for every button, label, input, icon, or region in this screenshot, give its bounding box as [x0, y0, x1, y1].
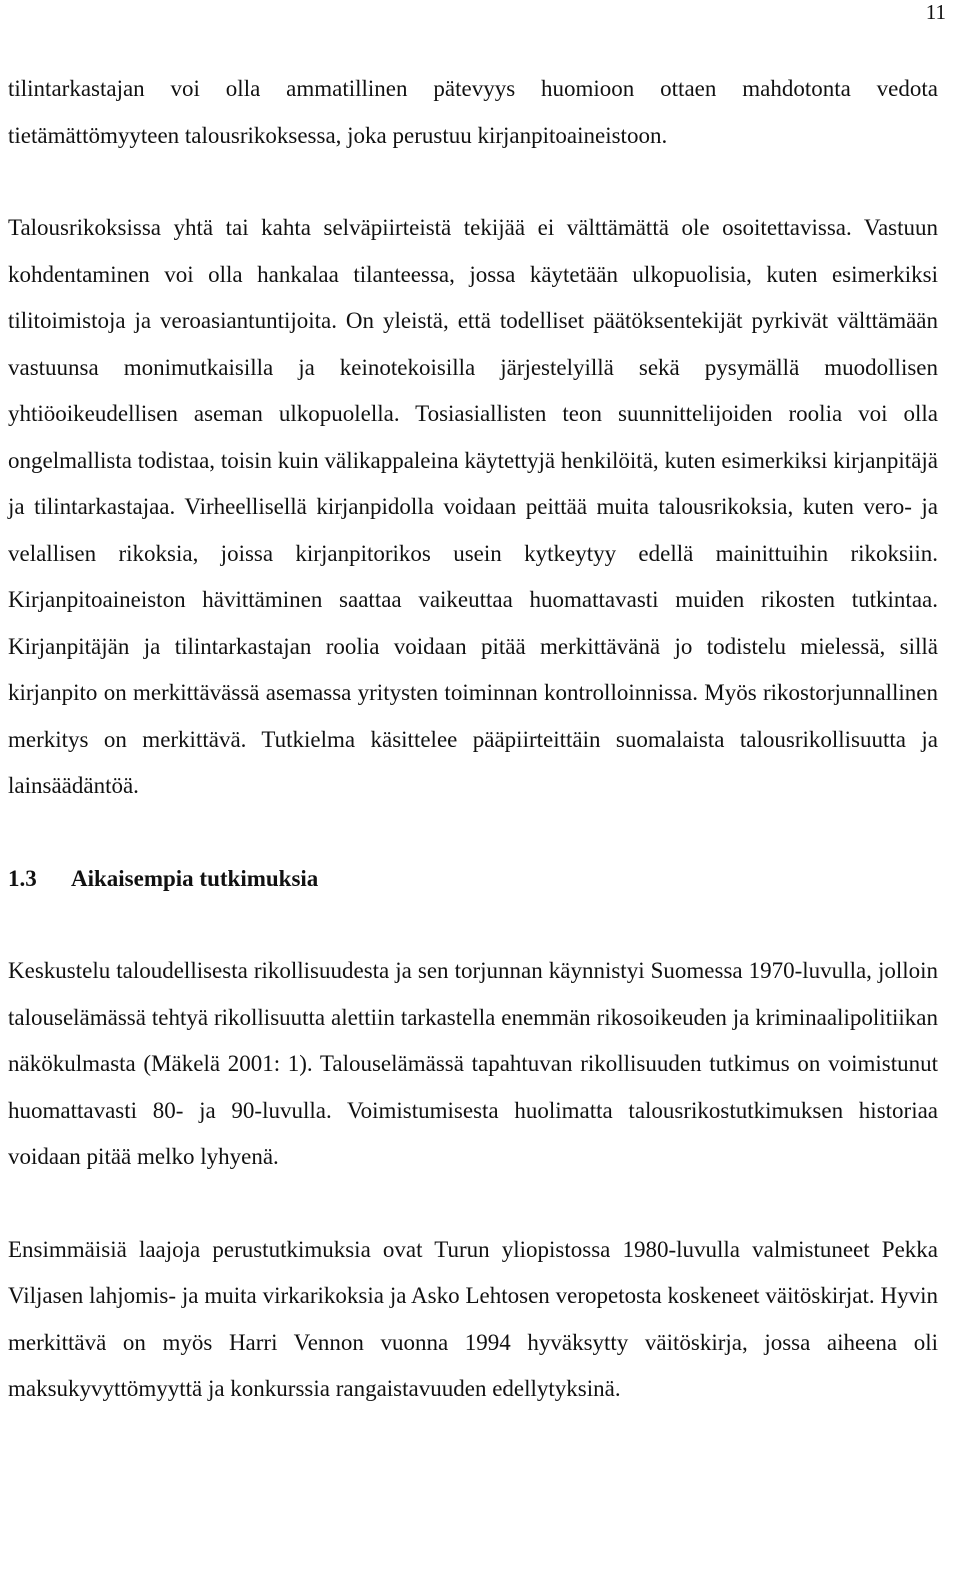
paragraph-3: Keskustelu taloudellisesta rikollisuudesta ja sen torjunnan käynnistyi Suomessa 1970-luvulla, jolloin talouselämässä tehtyä rikollisuutta alettiin tarkastella enemmän rikosoikeuden ja kriminaalipolitiikan näkökulmasta (Mäkelä 2001: 1). Talouselämässä tapahtuvan rikollisuuden tutkimus on voimistunut huomattavasti 80- ja 90-luvulla. Voimistumisesta huolimatta talousrikostutkimuksen historiaa voidaan pitää melko lyhyenä.: [8, 958, 938, 1169]
paragraph-gap: [8, 902, 938, 948]
page-content: [8, 66, 938, 1413]
paragraph-4: Ensimmäisiä laajoja perustutkimuksia ovat Turun yliopistossa 1980-luvulla valmistuneet Pekka Viljasen lahjomis- ja muita virkarikoksia ja Asko Lehtosen veropetosta koskeneet väitöskirjat. Hyvin merkittävä on myös Harri Vennon vuonna 1994 hyväksytty väitöskirja, jossa aiheena oli maksukyvyttömyyttä ja konkurssia rangaistavuuden edellytyksinä.: [8, 1236, 938, 1401]
page-number: 11: [925, 0, 946, 24]
section-number: 1.3: [8, 865, 37, 891]
paragraph-gap: [8, 810, 938, 856]
section-heading: [8, 856, 938, 903]
paragraph-2: Talousrikoksissa yhtä tai kahta selväpiirteistä tekijää ei välttämättä ole osoitettavissa. Vastuun kohdentaminen voi olla hankalaa tilanteessa, jossa käytetään ulkopuolisia, kuten esimerkiksi tilitoimistoja ja veroasiantuntijoita. On yleistä, että todelliset päätöksentekijät pyrkivät välttämään vastuunsa monimutkaisilla ja keinotekoisilla järjestelyillä sekä pysymällä muodollisen yhtiöoikeudellisen aseman ulkopuolella. Tosiasiallisten teon suunnittelijoiden roolia voi olla ongelmallista todistaa, toisin kuin välikappaleina käytettyjä henkilöitä, kuten esimerkiksi kirjanpitäjä ja tilintarkastajaa. Virheellisellä kirjanpidolla voidaan peittää muita talousrikoksia, kuten vero- ja velallisen rikoksia, joissa kirjanpitorikos usein kytkeytyy edellä mainittuihin rikoksiin. Kirjanpitoaineiston hävittäminen saattaa vaikeuttaa huomattavasti muiden rikosten tutkintaa. Kirjanpitäjän ja tilintarkastajan roolia voidaan pitää merkittävänä jo todistelu mielessä, sillä kirjanpito on merkittävässä asemassa yritysten toiminnan kontrolloinnissa. Myös rikostorjunnallinen merkitys on merkittävä. Tutkielma käsittelee pääpiirteittäin suomalaista talousrikollisuutta ja lainsäädäntöä.: [8, 215, 938, 798]
section-title: Aikaisempia tutkimuksia: [71, 865, 319, 891]
paragraph-gap: [8, 159, 938, 205]
paragraph-gap: [8, 1181, 938, 1227]
paragraph-1: tilintarkastajan voi olla ammatillinen pätevyys huomioon ottaen mahdotonta vedota tietämättömyyteen talousrikoksessa, joka perustuu kirjanpitoaineistoon.: [8, 76, 938, 148]
